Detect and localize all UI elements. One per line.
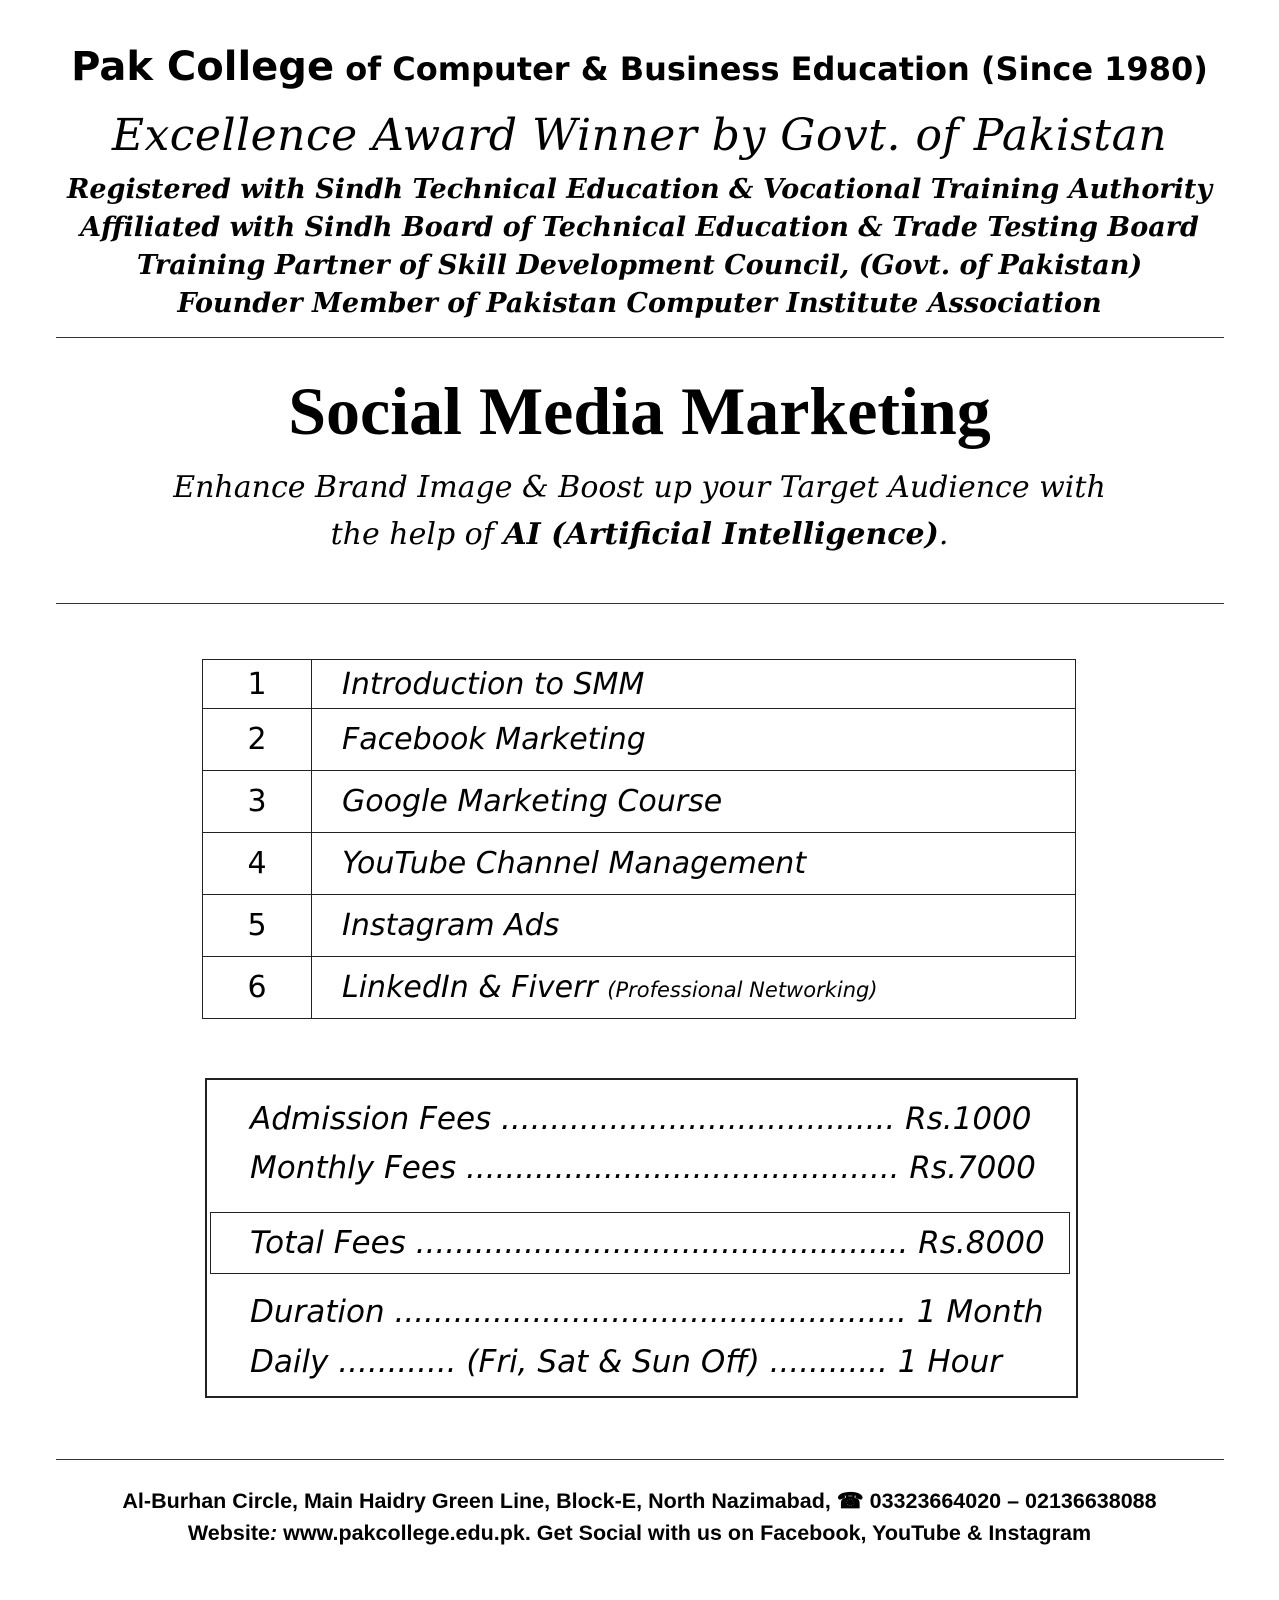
module-name (312, 771, 1076, 833)
divider (56, 1459, 1224, 1460)
module-name (312, 895, 1076, 957)
module-number: 5 (203, 895, 312, 957)
module-name (312, 709, 1076, 771)
subtitle-post: . (938, 517, 949, 552)
module-name (312, 957, 1076, 1019)
module-number: 3 (203, 771, 312, 833)
module-name (312, 833, 1076, 895)
module-name (312, 660, 1076, 709)
admission-fees: Admission Fees ........................................ Rs.1000 (250, 1101, 1032, 1137)
college-heading (0, 44, 1279, 90)
module-name-text: Facebook Marketing (342, 722, 646, 757)
table-row (203, 771, 1076, 833)
accreditation-line-4: Founder Member of Pakistan Computer Institute Association (177, 288, 1102, 319)
footer-website (0, 1521, 1279, 1546)
accreditation-line-1: Registered with Sindh Technical Education & Vocational Training Authority (66, 174, 1213, 205)
table-row (203, 709, 1076, 771)
total-fees: Total Fees .................................................. Rs.8000 (250, 1225, 1045, 1261)
table-row (203, 833, 1076, 895)
module-number: 2 (203, 709, 312, 771)
module-number: 4 (203, 833, 312, 895)
module-name-text: Instagram Ads (342, 908, 560, 943)
module-name-text: YouTube Channel Management (342, 846, 807, 881)
course-title: Social Media Marketing (288, 373, 991, 449)
modules-table (202, 659, 1076, 1019)
website-colon: : (269, 1521, 278, 1545)
website-label: Website (187, 1521, 270, 1545)
website-text: www.pakcollege.edu.pk. Get Social with us on Facebook, YouTube & Instagram (277, 1521, 1092, 1545)
college-name-rest: of Computer & Business Education (Since 1980) (345, 50, 1208, 88)
monthly-fees: Monthly Fees ............................................ Rs.7000 (250, 1150, 1036, 1186)
module-name-text: Introduction to SMM (342, 666, 645, 702)
duration: Duration .................................................... 1 Month (250, 1294, 1044, 1330)
course-subtitle-line-1: Enhance Brand Image & Boost up your Target Audience with (173, 470, 1106, 505)
course-subtitle-line-2 (0, 517, 1279, 552)
accreditation-line-2: Affiliated with Sindh Board of Technical Education & Trade Testing Board (80, 212, 1199, 243)
module-note: (Professional Networking) (607, 978, 878, 1002)
divider (56, 603, 1224, 604)
footer-address (0, 1489, 1279, 1514)
module-number: 1 (203, 660, 312, 709)
telephone-icon: ☎ (836, 1489, 864, 1513)
subtitle-pre: the help of (330, 517, 504, 552)
module-name-text: LinkedIn & Fiverr (342, 970, 598, 1005)
address-text: Al-Burhan Circle, Main Haidry Green Line, Block-E, North Nazimabad, (122, 1489, 831, 1513)
table-row (203, 895, 1076, 957)
accreditation-line-3: Training Partner of Skill Development Council, (Govt. of Pakistan) (136, 250, 1143, 281)
award-line: Excellence Award Winner by Govt. of Pakistan (111, 110, 1168, 161)
table-row (203, 660, 1076, 709)
module-number: 6 (203, 957, 312, 1019)
daily-schedule: Daily ............ (Fri, Sat & Sun Off) ............ 1 Hour (250, 1344, 1002, 1380)
module-name-text: Google Marketing Course (342, 784, 723, 819)
divider (56, 337, 1224, 338)
table-row (203, 957, 1076, 1019)
subtitle-ai: AI (Artificial Intelligence) (503, 517, 939, 552)
college-name: Pak College (71, 44, 335, 90)
phone-numbers: 03323664020 – 02136638088 (869, 1489, 1157, 1513)
